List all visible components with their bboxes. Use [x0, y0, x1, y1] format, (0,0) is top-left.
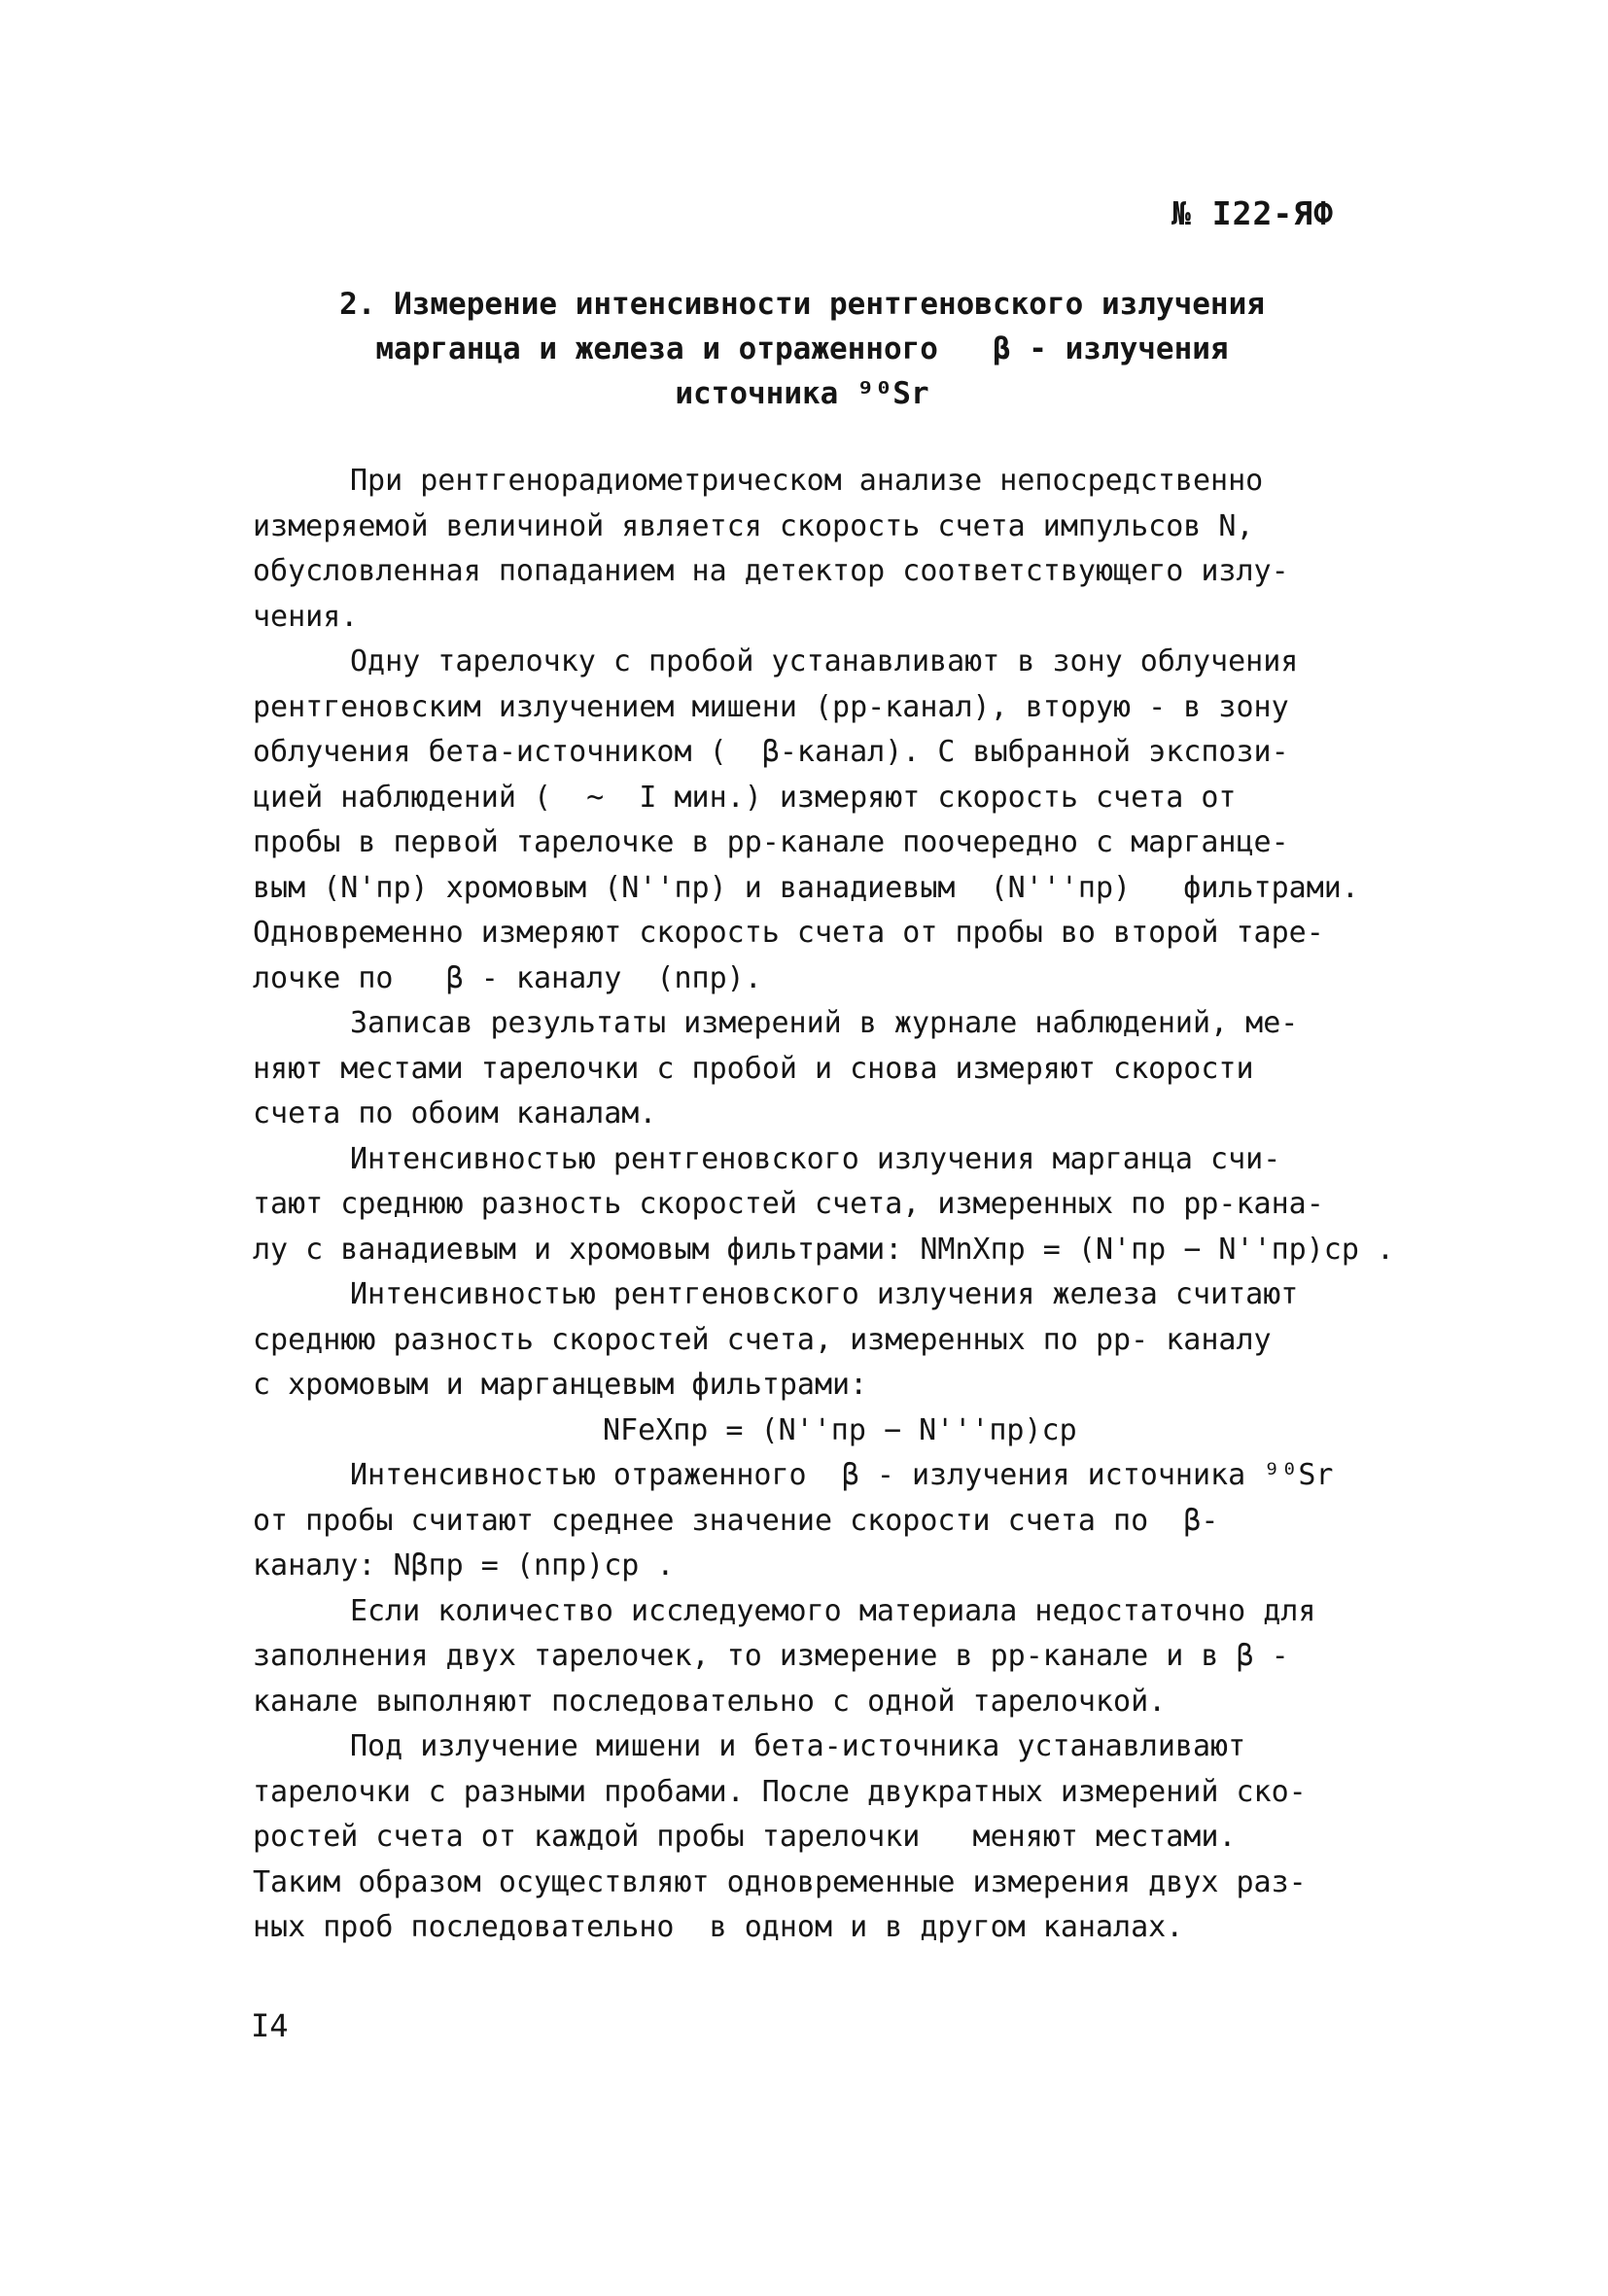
text-line: Интенсивностью рентгеновского излучения марганца счи- — [350, 1141, 1281, 1176]
text-line: измеряемой величиной является скорость счета импульсов N, — [253, 508, 1254, 543]
text-line: лу с ванадиевым и хромовым фильтрами: NMnХпр = (N'пр − N''пр)ср . — [253, 1232, 1394, 1267]
text-line: среднюю разность скоростей счета, измеренных по рр- каналу — [253, 1322, 1272, 1357]
title-line: марганца и железа и отраженного β - излучения — [375, 331, 1229, 366]
text-line: чения. — [253, 599, 359, 634]
text-line: Одновременно измеряют скорость счета от пробы во второй таре- — [253, 916, 1324, 950]
text-line: Одну тарелочку с пробой устанавливают в зону облучения — [350, 644, 1299, 678]
text-line: няют местами тарелочки с пробой и снова измеряют скорости — [253, 1051, 1254, 1086]
text-line: При рентгенорадиометрическом анализе непосредственно — [350, 464, 1264, 498]
text-line: лочке по β - каналу (nпр). — [253, 960, 762, 995]
text-line: ростей счета от каждой пробы тарелочки меняют местами. — [253, 1820, 1237, 1854]
text-line: счета по обоим каналам. — [253, 1096, 657, 1131]
text-line: обусловленная попаданием на детектор соответствующего излу- — [253, 554, 1289, 588]
text-line: от пробы считают среднее значение скорости счета по β- — [253, 1503, 1219, 1538]
text-line: заполнения двух тарелочек, то измерение в рр-канале и в β - — [253, 1639, 1289, 1673]
formula-line: NFeХпр = (N''пр − N'''пр)ср — [603, 1412, 1077, 1447]
text-line: рентгеновским излучением мишени (рр-канал), вторую - в зону — [253, 689, 1289, 724]
text-line: каналу: Nβпр = (nпр)ср . — [253, 1548, 675, 1583]
text-line: тают среднюю разность скоростей счета, измеренных по рр-кана- — [253, 1187, 1324, 1221]
text-line: Записав результаты измерений в журнале наблюдений, ме- — [350, 1006, 1299, 1040]
text-line: Если количество исследуемого материала недостаточно для — [350, 1593, 1316, 1628]
section-title — [243, 282, 1361, 416]
text-line: пробы в первой тарелочке в рр-канале поочередно с марганце- — [253, 825, 1289, 859]
text-line: тарелочки с разными пробами. После двукратных измерений ско- — [253, 1774, 1307, 1809]
title-line: 2. Измерение интенсивности рентгеновского излучения — [339, 287, 1265, 322]
text-line: с хромовым и марганцевым фильтрами: — [253, 1368, 868, 1402]
page-number: I4 — [251, 2007, 289, 2044]
text-line: облучения бета-источником ( β-канал). С выбранной экспози- — [253, 735, 1289, 769]
document-number: № I22-ЯФ — [1171, 194, 1334, 232]
text-line: канале выполняют последовательно с одной тарелочкой. — [253, 1684, 1167, 1719]
text-line: вым (N'пр) хромовым (N''пр) и ванадиевым (N'''пр) фильтрами. — [253, 870, 1359, 905]
title-line: источника ⁹⁰Sr — [675, 376, 929, 411]
body-text — [253, 459, 1394, 1951]
text-line: Интенсивностью отраженного β - излучения источника ⁹⁰Sr — [350, 1458, 1334, 1492]
text-line: Таким образом осуществляют одновременные измерения двух раз- — [253, 1864, 1307, 1899]
text-line: ных проб последовательно в одном и в другом каналах. — [253, 1910, 1184, 1944]
text-line: Под излучение мишени и бета-источника устанавливают — [350, 1729, 1246, 1763]
text-line: цией наблюдений ( ~ I мин.) измеряют скорость счета от — [253, 780, 1237, 815]
text-line: Интенсивностью рентгеновского излучения железа считают — [350, 1277, 1299, 1311]
